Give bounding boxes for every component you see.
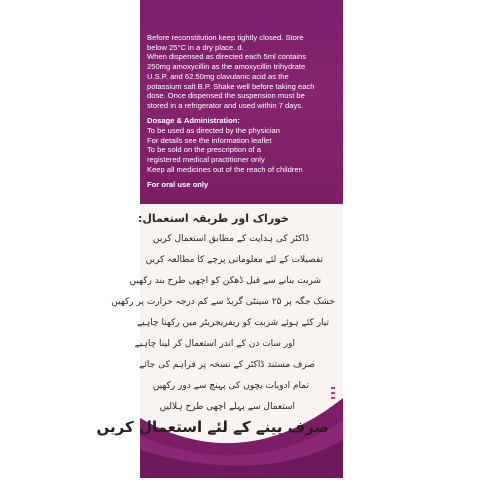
storage-line: Before reconstitution keep tightly closed. Store (147, 33, 304, 42)
storage-line: dose. Once dispensed the suspension must be (147, 91, 305, 101)
dosage-line: Keep all medicines out of the reach of children (147, 164, 303, 174)
urdu-dosage-heading: خوراک اور طریقہ استعمال: (137, 212, 289, 225)
dosage-line: For details see the information leaflet (147, 135, 272, 145)
urdu-line: استعمال سے پہلے اچھی طرح ہلالیں (159, 402, 295, 412)
urdu-line: اور سات دن کے اندر استعمال کر لینا چاہیے (134, 339, 295, 349)
magenta-marker (331, 387, 335, 402)
storage-line: potassium salt B.P. Shake well before taking each (147, 81, 315, 91)
oral-use-urdu: صرف پینے کے لئے استعمال کریں (96, 418, 329, 436)
medicine-carton-panel (96, 0, 343, 478)
urdu-line: شربت بنانے سے قبل ڈھکن کو اچھی طرح بند رکھیں (129, 276, 321, 286)
dosage-line: To be sold on the prescription of a (147, 145, 261, 155)
dosage-instructions (147, 126, 337, 175)
storage-line: stored in a refrigerator and used within 7 days. (147, 100, 304, 110)
storage-line: below 25°C in a dry place. d. (147, 42, 244, 52)
storage-line: 250mg amoxycillin as the amoxycillin trihydrate (147, 62, 306, 72)
storage-instructions (147, 33, 337, 111)
urdu-line: صرف مستند ڈاکٹر کے نسخہ پر فراہم کی جائے (139, 360, 315, 370)
urdu-line: تمام ادویات بچوں کی پہنچ سے دور رکھیں (152, 381, 309, 391)
urdu-line: ڈاکٹر کی ہدایت کے مطابق استعمال کریں (153, 234, 309, 244)
dosage-line: registered medical practitioner only (147, 155, 265, 165)
storage-line: U.S.P. and 62.50mg clavulanic acid as the (147, 71, 289, 81)
dosage-heading: Dosage & Administration: (147, 116, 240, 125)
urdu-line: خشک جگہ پر ۲۵ سینٹی گریڈ سے کم درجہ حرارت پر رکھیں (111, 297, 335, 307)
oral-use-label: For oral use only (147, 180, 209, 189)
purple-info-panel (140, 0, 343, 204)
storage-line: When dispensed as directed each 5ml contains (147, 52, 307, 62)
urdu-instructions-panel (96, 204, 343, 478)
urdu-line: تفصیلات کے لئے معلوماتی پرچے کا مطالعہ کریں (145, 255, 323, 265)
dosage-line: To be used as directed by the physician (147, 126, 280, 135)
urdu-line: تیار کئے ہوئے شربت کو ریفریجریٹر میں رکھنا چاہیے (137, 318, 329, 328)
